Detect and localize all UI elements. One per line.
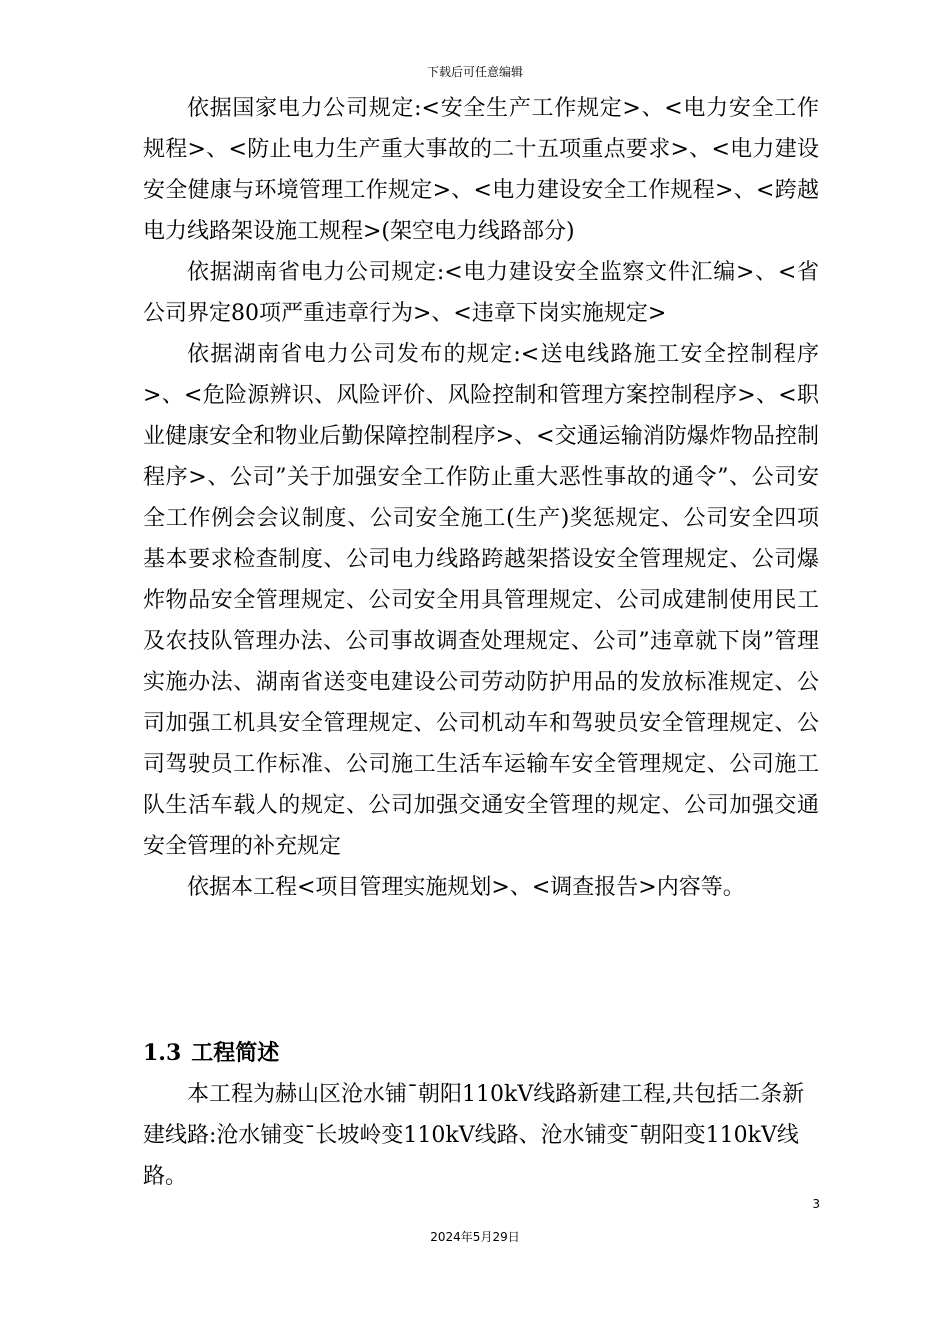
- section-project-overview: [143, 1033, 819, 1197]
- page-number: 3: [812, 1197, 820, 1211]
- paragraph-published-regulations: 依据湖南省电力公司发布的规定:<送电线路施工安全控制程序>、<危险源辨识、风险评价、风险控制和管理方案控制程序>、<职业健康安全和物业后勤保障控制程序>、<交通运输消防爆炸物品控制程序>、公司”关于加强安全工作防止重大恶性事故的通令”、公司安全工作例会会议制度、公司安全施工(生产)奖惩规定、公司安全四项基本要求检查制度、公司电力线路跨越架搭设安全管理规定、公司爆炸物品安全管理规定、公司安全用具管理规定、公司成建制使用民工及农技队管理办法、公司事故调查处理规定、公司”违章就下岗”管理实施办法、湖南省送变电建设公司劳动防护用品的发放标准规定、公司加强工机具安全管理规定、公司机动车和驾驶员安全管理规定、公司驾驶员工作标准、公司施工生活车运输车安全管理规定、公司施工队生活车载人的规定、公司加强交通安全管理的规定、公司加强交通安全管理的补充规定: [143, 342, 819, 859]
- section-title: 工程简述: [191, 1040, 280, 1066]
- paragraph-hunan-regulations: 依据湖南省电力公司规定:<电力建设安全监察文件汇编>、<省公司界定80项严重违章行为>、<违章下岗实施规定>: [143, 260, 819, 326]
- section-heading: [143, 1033, 819, 1074]
- header-note: 下载后可任意编辑: [426, 65, 523, 79]
- paragraph-project-basis: 依据本工程<项目管理实施规划>、<调查报告>内容等。: [187, 875, 745, 900]
- paragraph-national-regulations: 依据国家电力公司规定:<安全生产工作规定>、<电力安全工作规程>、<防止电力生产重大事故的二十五项重点要求>、<电力建设安全健康与环境管理工作规定>、<电力建设安全工作规程>、<跨越电力线路架设施工规程>(架空电力线路部分): [143, 96, 819, 244]
- section-number: 1.3: [143, 1040, 182, 1066]
- document-body: [143, 88, 819, 908]
- section-body-text: 本工程为赫山区沧水铺¯朝阳110kV线路新建工程,共包括二条新建线路:沧水铺变¯长坡岭变110kV线路、沧水铺变¯朝阳变110kV线路。: [143, 1082, 805, 1189]
- footer-date: 2024年5月29日: [430, 1230, 520, 1244]
